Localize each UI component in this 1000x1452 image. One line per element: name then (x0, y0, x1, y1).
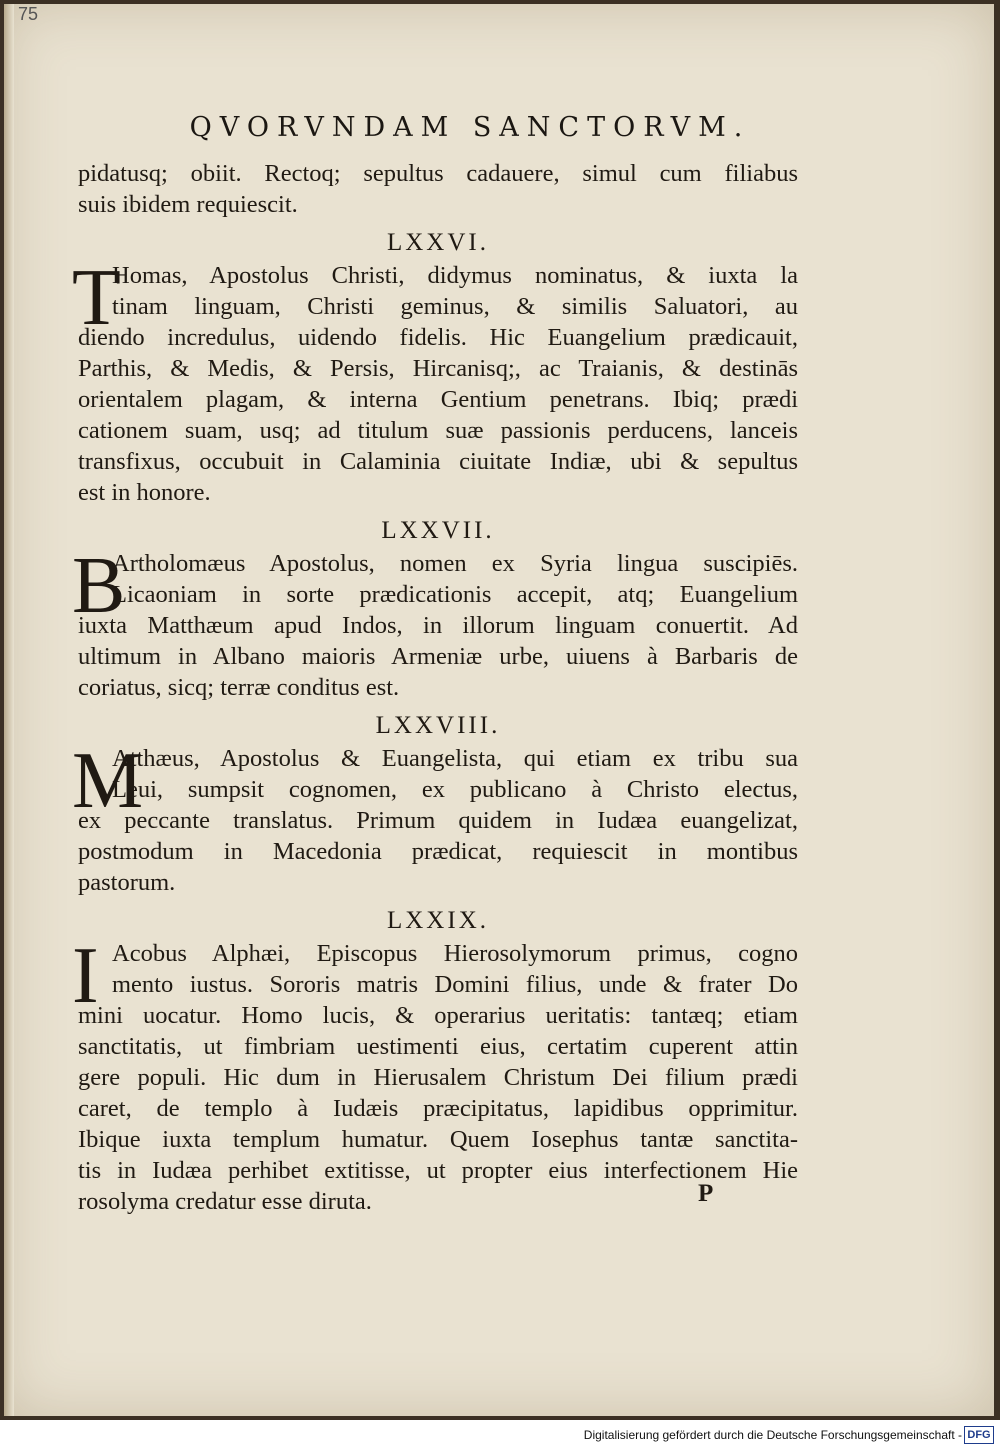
text-line: Leui, sumpsit cognomen, ex publicano à Christo electus, (112, 776, 798, 803)
drop-cap: I (72, 932, 99, 1020)
text-line: cationem suam, usq; ad titulum suæ passionis perducens, lanceis (78, 417, 798, 444)
paragraph (72, 254, 798, 508)
text-line: Acobus Alphæi, Episcopus Hierosolymorum primus, cogno (112, 940, 798, 967)
page-corner-mark: 75 (18, 4, 39, 24)
text-line: tinam linguam, Christi geminus, & similis Saluatori, au (112, 293, 798, 320)
text-line: coriatus, sicq; terræ conditus est. (78, 674, 400, 701)
text-line: ex peccante translatus. Primum quidem in Iudæa euangelizat, (78, 807, 798, 834)
text-line: pastorum. (78, 869, 176, 896)
text-line: rosolyma credatur esse diruta. (78, 1188, 372, 1215)
text-line: gere populi. Hic dum in Hierusalem Christum Dei filium prædi (78, 1064, 798, 1091)
running-header: QVORVNDAM SANCTORVM. (189, 112, 751, 143)
paragraph (72, 932, 798, 1217)
continuation-text (78, 158, 798, 220)
section-numeral: LXXVII. (381, 517, 495, 544)
text-line: diendo incredulus, uidendo fidelis. Hic Euangelium prædicauit, (78, 324, 798, 351)
text-line: Ibique iuxta templum humatur. Quem Iosephus tantæ sanctita- (78, 1126, 798, 1153)
drop-cap: B (72, 542, 126, 630)
drop-cap: T (72, 254, 121, 342)
paragraph (72, 542, 798, 703)
footer-bar (0, 1420, 1000, 1452)
paragraph (72, 737, 798, 898)
text-line: orientalem plagam, & interna Gentium penetrans. Ibiq; prædi (78, 386, 798, 413)
drop-cap: M (72, 737, 144, 825)
page-binding-edge (4, 4, 14, 1416)
text-line: transfixus, occubuit in Calaminia ciuitate Indiæ, ubi & sepultus (78, 448, 798, 475)
text-line: caret, de templo à Iudæis præcipitatus, lapidibus opprimitur. (78, 1095, 798, 1122)
text-line: ultimum in Albano maioris Armeniæ urbe, uiuens à Barbaris de (78, 643, 798, 670)
text-line: Parthis, & Medis, & Persis, Hircanisq;, ac Traianis, & destinās (78, 355, 798, 382)
text-line: mento iustus. Sororis matris Domini filius, unde & frater Do (112, 971, 798, 998)
text-line: tis in Iudæa perhibet extitisse, ut propter eius interfectionem Hie (78, 1157, 798, 1184)
funding-notice: Digitalisierung gefördert durch die Deutsche Forschungsgemeinschaft - (583, 1428, 962, 1442)
text-line: iuxta Matthæum apud Indos, in illorum linguam conuertit. Ad (78, 612, 798, 639)
text-line: postmodum in Macedonia prædicat, requiescit in montibus (78, 838, 798, 865)
text-line: Homas, Apostolus Christi, didymus nominatus, & iuxta la (112, 262, 798, 289)
section-numeral: LXXVI. (386, 229, 489, 256)
dfg-logo: DFG (964, 1426, 994, 1444)
text-line: suis ibidem requiescit. (78, 191, 298, 218)
section-numeral: LXXIX. (386, 907, 489, 934)
text-line: mini uocatur. Homo lucis, & operarius ueritatis: tantæq; etiam (78, 1002, 798, 1029)
text-line: Atthæus, Apostolus & Euangelista, qui etiam ex tribu sua (112, 745, 798, 772)
text-line: pidatusq; obiit. Rectoq; sepultus cadauere, simul cum filiabus (78, 160, 798, 187)
text-line: est in honore. (78, 479, 211, 506)
catchword: P (698, 1180, 714, 1207)
text-line: sanctitatis, ut fimbriam uestimenti eius, certatim cuperent attin (78, 1033, 798, 1060)
page-body-text (72, 158, 798, 1217)
text-line: Licaoniam in sorte prædicationis accepit, atq; Euangelium (112, 581, 798, 608)
text-line: Artholomæus Apostolus, nomen ex Syria lingua suscipiēs. (112, 550, 798, 577)
section-numeral: LXXVIII. (375, 712, 501, 739)
